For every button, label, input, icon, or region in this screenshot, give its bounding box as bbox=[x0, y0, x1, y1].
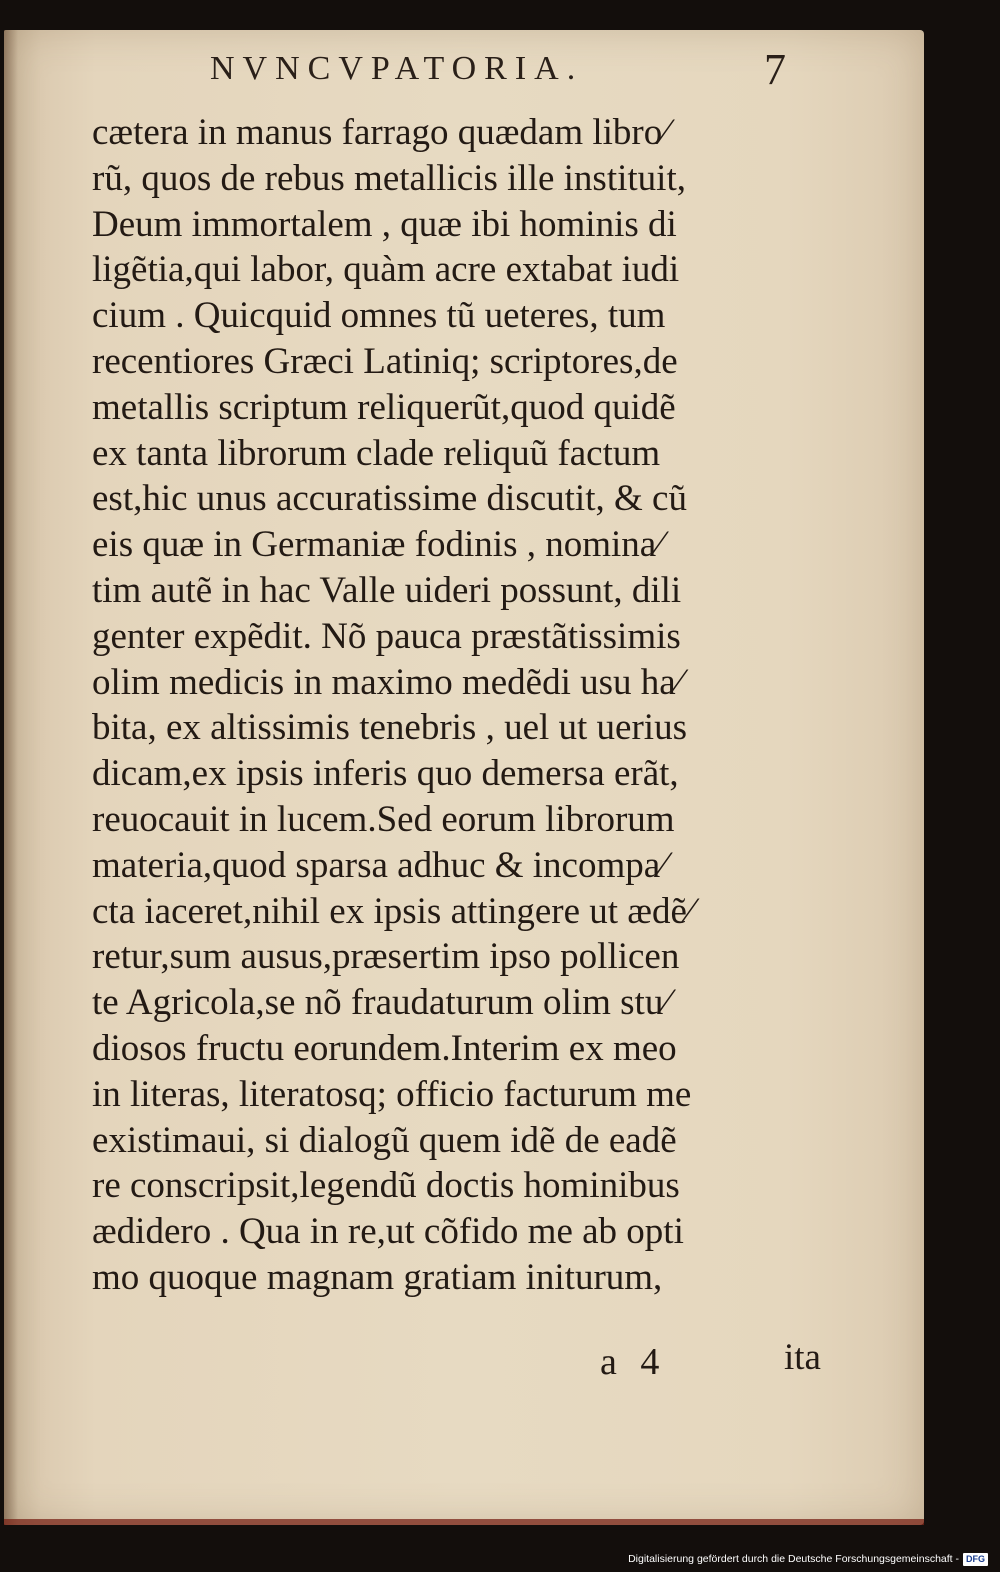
text-line: retur,sum ausus,præsertim ipso pollicen bbox=[92, 936, 680, 978]
text-line: ex tanta librorum clade reliquũ factum bbox=[92, 432, 661, 474]
text-line: Deum immortalem , quæ ibi hominis di bbox=[92, 203, 677, 245]
text-line: genter expẽdit. Nõ pauca præstãtissimis bbox=[92, 615, 681, 657]
text-line: ligẽtia,qui labor, quàm acre extabat iudi bbox=[92, 249, 680, 291]
credit-text: Digitalisierung gefördert durch die Deutsche Forschungsgemeinschaft - bbox=[628, 1553, 959, 1565]
catchword: ita bbox=[784, 1337, 821, 1378]
text-line: reuocauit in lucem.Sed eorum librorum bbox=[92, 798, 675, 840]
digitization-credit bbox=[628, 1552, 988, 1566]
text-line: eis quæ in Germaniæ fodinis , nomina⁄ bbox=[92, 524, 663, 566]
text-line: cium . Quicquid omnes tũ ueteres, tum bbox=[92, 295, 666, 337]
text-line: mo quoque magnam gratiam initurum, bbox=[92, 1256, 663, 1298]
text-line: est,hic unus accuratissime discutit, & cũ bbox=[92, 478, 687, 520]
text-line: tim autẽ in hac Valle uideri possunt, dili bbox=[92, 569, 682, 611]
text-line: in literas, literatosq; officio facturum me bbox=[92, 1073, 692, 1115]
dfg-logo-icon: DFG bbox=[963, 1553, 988, 1566]
text-line: cta iaceret,nihil ex ipsis attingere ut ædẽ⁄ bbox=[92, 890, 694, 932]
text-line: olim medicis in maximo medẽdi usu ha⁄ bbox=[92, 661, 682, 703]
text-line: materia,quod sparsa adhuc & incompa⁄ bbox=[92, 844, 667, 886]
text-line: re conscripsit,legendũ doctis hominibus bbox=[92, 1165, 680, 1207]
text-line: existimaui, si dialogũ quem idẽ de eadẽ bbox=[92, 1119, 677, 1161]
red-page-edge bbox=[4, 1519, 924, 1525]
text-line: recentiores Græci Latiniq; scriptores,de bbox=[92, 340, 678, 382]
text-line: dicam,ex ipsis inferis quo demersa erãt, bbox=[92, 753, 679, 795]
text-line: ædidero . Qua in re,ut cõfido me ab opti bbox=[92, 1211, 684, 1253]
text-line: te Agricola,se nõ fraudaturum olim stu⁄ bbox=[92, 982, 670, 1024]
text-line: bita, ex altissimis tenebris , uel ut uerius bbox=[92, 707, 687, 749]
text-line: diosos fructu eorundem.Interim ex meo bbox=[92, 1027, 677, 1069]
running-title: NVNCVPATORIA. bbox=[210, 50, 584, 87]
book-page bbox=[4, 30, 924, 1525]
text-line: metallis scriptum reliquerũt,quod quidẽ bbox=[92, 386, 676, 428]
page-number: 7 bbox=[764, 45, 786, 94]
page-gutter-shadow bbox=[4, 30, 18, 1525]
signature-mark: a 4 bbox=[600, 1341, 660, 1383]
text-line: rũ, quos de rebus metallicis ille instituit, bbox=[92, 157, 686, 199]
body-text bbox=[92, 110, 832, 1301]
text-line: cætera in manus farrago quædam libro⁄ bbox=[92, 112, 669, 153]
